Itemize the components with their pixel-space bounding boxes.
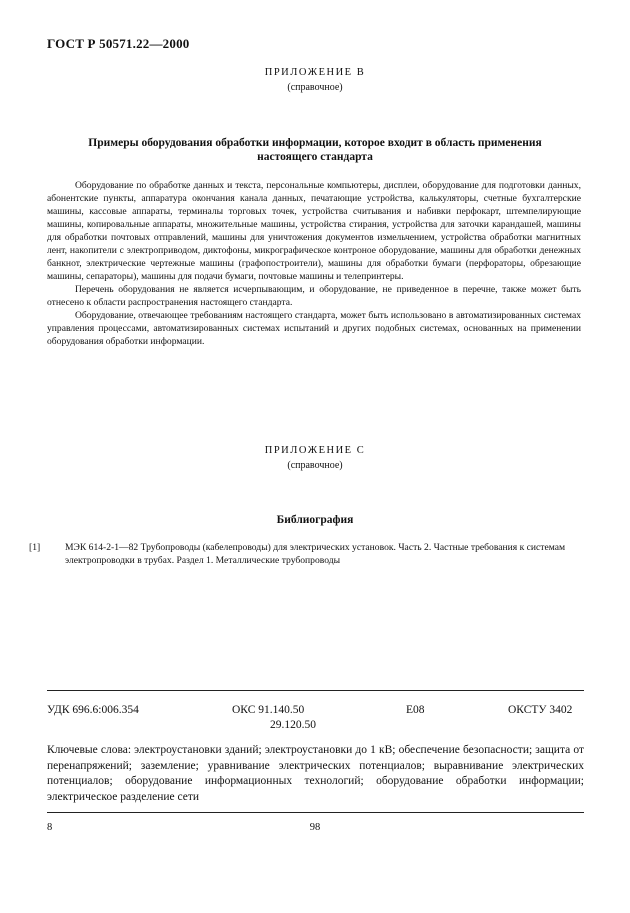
page-number: 98 bbox=[309, 822, 321, 833]
footer-left-number: 8 bbox=[47, 822, 53, 833]
annex-b-heading: Примеры оборудования обработки информации, которое входит в область применения настоящего стандарта bbox=[88, 137, 542, 163]
divider-bottom bbox=[47, 812, 584, 813]
standard-number-header: ГОСТ Р 50571.22—2000 bbox=[47, 36, 190, 51]
annex-b-paragraph-3: Оборудование, отвечающее требованиям настоящего стандарта, может быть использовано в автоматизированных системах управления процессами, автоматизированных системах испытаний и других подобных системах, основанных на применении оборудования обработки информации. bbox=[47, 310, 581, 347]
divider-top bbox=[47, 690, 584, 691]
annex-b-paragraph-1: Оборудование по обработке данных и текста, персональные компьютеры, дисплеи, оборудование для подготовки данных, абонентские пункты, аппаратура окончания канала данных, печатающие устройства, калькуляторы, счетные бухгалтерские машины, кассовые аппараты, терминалы торговых точек, устройства считывания и набивки перфокарт, штемпелирующие машины, копировальные аппараты, множительные машины, устройства стирания, устройства для заточки карандашей, машины для обработки почтовых отправлений, машины для уничтожения документов измельчением, устройства обработки магнитных лент, накопители с электроприводом, диктофоны, микрографическое контроное оборудование, машины для обработки денежных банкнот, электрические чертежные машины (графопостроители), машины для обработки бумаги (перфораторы, обрезающие машины, сепараторы), машины для подачи бумаги, почтовые машины и телепринтеры. bbox=[47, 180, 581, 282]
bibliography-entry bbox=[29, 541, 581, 567]
annex-b-paragraph-2: Перечень оборудования не является исчерпывающим, и оборудование, не приведенное в перечне, также может быть отнесено к области распространения настоящего стандарта. bbox=[47, 284, 581, 308]
bibliography-heading: Библиография bbox=[276, 514, 354, 526]
udk-code: УДК 696.6:006.354 bbox=[47, 704, 139, 716]
group-code: Е08 bbox=[406, 704, 425, 716]
bibliography-entry-text: МЭК 614-2-1—82 Трубопроводы (кабелепроводы) для электрических установок. Часть 2. Частные требования к системам электропроводки в трубах. Раздел 1. Металлические трубопроводы bbox=[65, 542, 566, 566]
annex-c-title: ПРИЛОЖЕНИЕ С bbox=[264, 445, 366, 456]
bibliography-entry-number: [1] bbox=[29, 542, 41, 553]
annex-c-subtitle: (справочное) bbox=[287, 460, 343, 471]
oks-code-2: 29.120.50 bbox=[270, 719, 316, 731]
keywords: Ключевые слова: электроустановки зданий; электроустановки до 1 кВ; обеспечение безопасности; защита от перенапряжений; заземление; уравнивание электрических потенциалов; выравнивание электрических потенциалов; оборудование информационных технологий; оборудование обработки информации; электрическое разделение сети bbox=[47, 744, 584, 803]
okstu-code: ОКСТУ 3402 bbox=[508, 704, 573, 716]
oks-code-1: ОКС 91.140.50 bbox=[232, 704, 305, 716]
annex-b-title: ПРИЛОЖЕНИЕ В bbox=[264, 67, 366, 78]
annex-b-subtitle: (справочное) bbox=[287, 82, 343, 93]
